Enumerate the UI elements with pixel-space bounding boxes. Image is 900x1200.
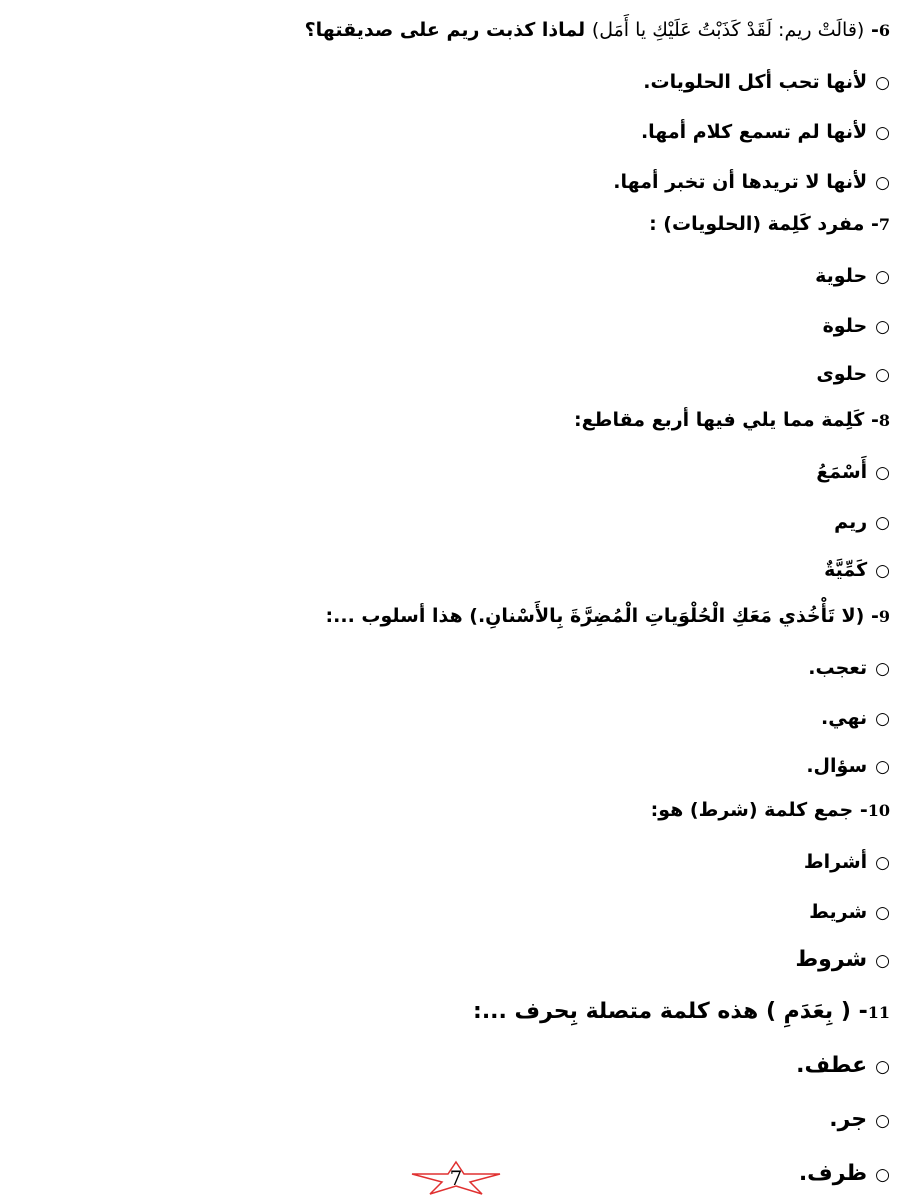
option-10-a[interactable]	[20, 848, 890, 877]
option-label: حلوة	[822, 315, 868, 337]
option-label: تعجب.	[808, 657, 868, 679]
question-text: هذا أسلوب ...:	[325, 605, 463, 627]
question-text: مفرد كَلِمة (الحلويات) :	[649, 213, 865, 235]
question-text: ( بِعَدَمِ ) هذه كلمة متصلة بِحرف ...:	[473, 999, 851, 1024]
radio-circle-icon[interactable]: ○	[875, 1111, 890, 1131]
question-number: 10	[867, 801, 890, 820]
option-label: نهي.	[821, 707, 868, 729]
option-11-b[interactable]	[20, 1106, 890, 1135]
option-6-b[interactable]	[20, 118, 890, 147]
question-text: لماذا كذبت ريم على صديقتها؟	[304, 19, 586, 41]
option-label: أَسْمَعُ	[816, 461, 868, 483]
radio-circle-icon[interactable]: ○	[875, 709, 890, 729]
option-label: كَمِّيَّةٌ	[824, 559, 868, 581]
question-dash: -	[870, 213, 879, 235]
option-7-c[interactable]	[20, 360, 890, 389]
option-label: شريط	[809, 901, 868, 923]
option-7-b[interactable]	[20, 312, 890, 341]
option-8-a[interactable]	[20, 458, 890, 487]
option-7-a[interactable]	[20, 262, 890, 291]
page-number: 7	[449, 1166, 463, 1190]
option-label: عطف.	[796, 1053, 868, 1078]
question-7	[20, 210, 890, 239]
question-number: 11	[867, 1003, 890, 1022]
question-number: 9	[878, 607, 890, 626]
page-footer	[408, 1160, 504, 1196]
radio-circle-icon[interactable]: ○	[875, 561, 890, 581]
question-8	[20, 406, 890, 435]
option-6-c[interactable]	[20, 168, 890, 197]
option-10-c[interactable]	[20, 946, 890, 975]
option-label: أشراط	[803, 851, 868, 873]
question-number: 8	[878, 411, 890, 430]
option-9-a[interactable]	[20, 654, 890, 683]
radio-circle-icon[interactable]: ○	[875, 173, 890, 193]
question-dash: -	[858, 999, 868, 1024]
option-label: ظرف.	[798, 1161, 868, 1186]
radio-circle-icon[interactable]: ○	[875, 659, 890, 679]
radio-circle-icon[interactable]: ○	[875, 1057, 890, 1077]
question-11	[20, 998, 890, 1027]
question-9	[20, 602, 890, 631]
radio-circle-icon[interactable]: ○	[875, 757, 890, 777]
question-quote: (قالَتْ ريم: لَقَدْ كَذَبْتُ عَلَيْكِ يا أَمَل)	[591, 19, 865, 41]
radio-circle-icon[interactable]: ○	[875, 267, 890, 287]
option-8-b[interactable]	[20, 508, 890, 537]
question-dash: -	[870, 409, 879, 431]
question-text: كَلِمة مما يلي فيها أربع مقاطع:	[573, 409, 865, 431]
radio-circle-icon[interactable]: ○	[875, 123, 890, 143]
radio-circle-icon[interactable]: ○	[875, 1165, 890, 1185]
option-9-b[interactable]	[20, 704, 890, 733]
option-label: شروط	[795, 947, 868, 972]
question-10	[20, 796, 890, 825]
option-label: لأنها تحب أكل الحلويات.	[643, 71, 868, 93]
radio-circle-icon[interactable]: ○	[875, 463, 890, 483]
option-label: حلوية	[815, 265, 868, 287]
question-6	[20, 16, 890, 45]
option-label: جر.	[829, 1107, 868, 1132]
question-quote: (لا تَأْخُذي مَعَكِ الْحُلْوَياتِ الْمُضِرَّةَ بِالأَسْنانِ.)	[469, 605, 865, 627]
radio-circle-icon[interactable]: ○	[875, 317, 890, 337]
radio-circle-icon[interactable]: ○	[875, 903, 890, 923]
question-number: 7	[878, 215, 890, 234]
question-number: 6	[878, 21, 890, 40]
radio-circle-icon[interactable]: ○	[875, 853, 890, 873]
radio-circle-icon[interactable]: ○	[875, 951, 890, 971]
question-dash: -	[870, 605, 879, 627]
option-label: ريم	[834, 511, 868, 533]
option-9-c[interactable]	[20, 752, 890, 781]
option-11-a[interactable]	[20, 1052, 890, 1081]
option-label: سؤال.	[806, 755, 868, 777]
question-dash: -	[870, 19, 879, 41]
radio-circle-icon[interactable]: ○	[875, 73, 890, 93]
option-label: حلوى	[816, 363, 868, 385]
radio-circle-icon[interactable]: ○	[875, 365, 890, 385]
question-text: جمع كلمة (شرط) هو:	[650, 799, 854, 821]
radio-circle-icon[interactable]: ○	[875, 513, 890, 533]
option-10-b[interactable]	[20, 898, 890, 927]
option-11-c[interactable]	[520, 1160, 890, 1189]
question-dash: -	[859, 799, 868, 821]
option-label: لأنها لا تريدها أن تخبر أمها.	[613, 171, 868, 193]
option-8-c[interactable]	[20, 556, 890, 585]
option-label: لأنها لم تسمع كلام أمها.	[640, 121, 868, 143]
option-6-a[interactable]	[20, 68, 890, 97]
